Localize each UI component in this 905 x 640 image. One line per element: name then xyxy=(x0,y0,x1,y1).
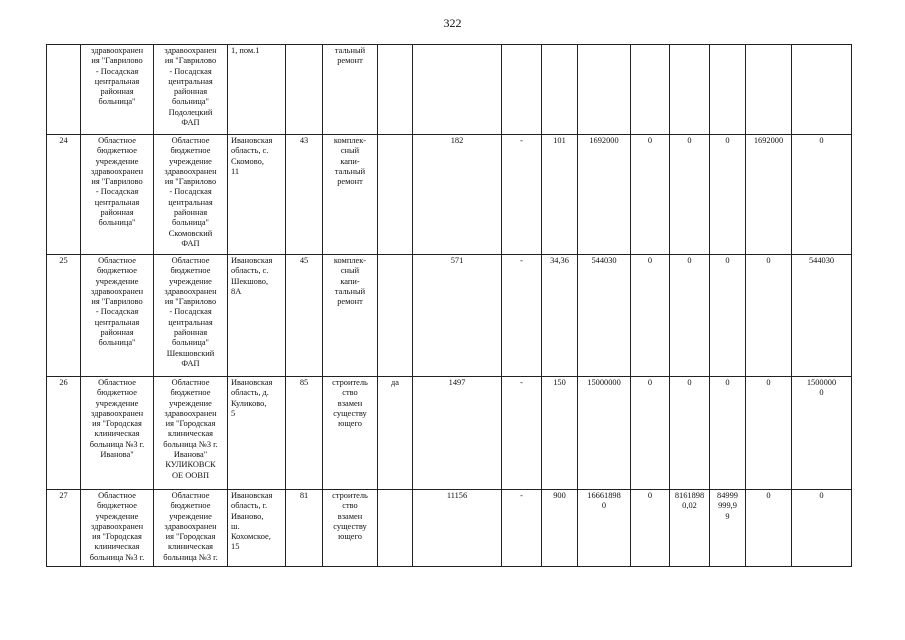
cell-cost-col-4: 0 xyxy=(746,377,792,490)
cell-work-type: строитель ство взамен существу ющего xyxy=(323,377,378,490)
cell-row-number: 24 xyxy=(47,135,81,255)
cell-address: Ивановская область, г. Иваново, ш. Кохомское, 15 xyxy=(228,490,286,567)
cell-address: Ивановская область, с. Скомово, 11 xyxy=(228,135,286,255)
cell-work-type: комплек- сный капи- тальный ремонт xyxy=(323,255,378,377)
cell-value-a: 150 xyxy=(542,377,578,490)
cell-address: Ивановская область, с. Шекшово, 8А xyxy=(228,255,286,377)
cell-facility-name: Областное бюджетное учреждение здравоохранен ия "Гаврилово - Посадская центральная районная больница" Скомовский ФАП xyxy=(154,135,228,255)
cell-cost-col-5: 544030 xyxy=(792,255,852,377)
cell-cost-col-5: 0 xyxy=(792,490,852,567)
cell-total-cost xyxy=(578,45,631,135)
cell-area: 85 xyxy=(286,377,323,490)
cell-capacity: 182 xyxy=(413,135,502,255)
cell-row-number: 26 xyxy=(47,377,81,490)
cell-cost-col-5: 1500000 0 xyxy=(792,377,852,490)
cell-cost-col-3: 0 xyxy=(710,377,746,490)
cell-cost-col-1: 0 xyxy=(631,377,670,490)
cell-cost-col-4: 1692000 xyxy=(746,135,792,255)
cell-work-type: тальный ремонт xyxy=(323,45,378,135)
cell-work-type: строитель ство взамен существу ющего xyxy=(323,490,378,567)
cell-work-type: комплек- сный капи- тальный ремонт xyxy=(323,135,378,255)
cell-area xyxy=(286,45,323,135)
cell-dash: - xyxy=(502,377,542,490)
cell-institution-name: здравоохранен ия "Гаврилово - Посадская центральная районная больница" xyxy=(81,45,154,135)
cell-total-cost: 1692000 xyxy=(578,135,631,255)
cell-cost-col-2: 0 xyxy=(670,135,710,255)
cell-row-number xyxy=(47,45,81,135)
table-row xyxy=(47,255,852,377)
cell-dash: - xyxy=(502,255,542,377)
cell-replacement-flag: да xyxy=(378,377,413,490)
table-row xyxy=(47,490,852,567)
cell-cost-col-5 xyxy=(792,45,852,135)
cell-cost-col-4: 0 xyxy=(746,255,792,377)
cell-replacement-flag xyxy=(378,255,413,377)
cell-dash: - xyxy=(502,490,542,567)
cell-cost-col-1: 0 xyxy=(631,135,670,255)
cell-value-a: 900 xyxy=(542,490,578,567)
cell-cost-col-4: 0 xyxy=(746,490,792,567)
cell-capacity: 1497 xyxy=(413,377,502,490)
cell-value-a: 101 xyxy=(542,135,578,255)
cell-cost-col-2: 0 xyxy=(670,377,710,490)
cell-cost-col-2: 0 xyxy=(670,255,710,377)
page-number: 322 xyxy=(443,16,462,30)
cell-institution-name: Областное бюджетное учреждение здравоохранен ия "Гаврилово - Посадская центральная районная больница" xyxy=(81,255,154,377)
cell-facility-name: здравоохранен ия "Гаврилово - Посадская центральная районная больница" Подолецкий ФАП xyxy=(154,45,228,135)
cell-address: 1, пом.1 xyxy=(228,45,286,135)
cell-institution-name: Областное бюджетное учреждение здравоохранен ия "Городская клиническая больница №3 г. xyxy=(81,490,154,567)
cell-address: Ивановская область, д. Куликово, 5 xyxy=(228,377,286,490)
cell-cost-col-3: 0 xyxy=(710,255,746,377)
cell-replacement-flag xyxy=(378,490,413,567)
table-row xyxy=(47,377,852,490)
cell-cost-col-3: 84999 999,9 9 xyxy=(710,490,746,567)
cell-cost-col-2 xyxy=(670,45,710,135)
cell-cost-col-4 xyxy=(746,45,792,135)
cell-dash xyxy=(502,45,542,135)
cell-area: 43 xyxy=(286,135,323,255)
cell-replacement-flag xyxy=(378,45,413,135)
cell-area: 45 xyxy=(286,255,323,377)
cell-cost-col-3 xyxy=(710,45,746,135)
cell-row-number: 25 xyxy=(47,255,81,377)
cell-facility-name: Областное бюджетное учреждение здравоохранен ия "Гаврилово - Посадская центральная районная больница" Шекшовский ФАП xyxy=(154,255,228,377)
cell-replacement-flag xyxy=(378,135,413,255)
cell-cost-col-1 xyxy=(631,45,670,135)
cell-total-cost: 544030 xyxy=(578,255,631,377)
cell-cost-col-1: 0 xyxy=(631,255,670,377)
cell-facility-name: Областное бюджетное учреждение здравоохранен ия "Городская клиническая больница №3 г. xyxy=(154,490,228,567)
cell-institution-name: Областное бюджетное учреждение здравоохранен ия "Городская клиническая больница №3 г. Иванова" xyxy=(81,377,154,490)
cell-institution-name: Областное бюджетное учреждение здравоохранен ия "Гаврилово - Посадская центральная районная больница" xyxy=(81,135,154,255)
cell-capacity xyxy=(413,45,502,135)
cell-row-number: 27 xyxy=(47,490,81,567)
table-row xyxy=(47,45,852,135)
cell-facility-name: Областное бюджетное учреждение здравоохранен ия "Городская клиническая больница №3 г. Иванова" КУЛИКОВСК ОЕ ООВП xyxy=(154,377,228,490)
cell-value-a: 34,36 xyxy=(542,255,578,377)
cell-capacity: 571 xyxy=(413,255,502,377)
cell-total-cost: 15000000 xyxy=(578,377,631,490)
cell-cost-col-5: 0 xyxy=(792,135,852,255)
data-table xyxy=(46,44,852,567)
cell-area: 81 xyxy=(286,490,323,567)
cell-cost-col-1: 0 xyxy=(631,490,670,567)
cell-capacity: 11156 xyxy=(413,490,502,567)
table-row xyxy=(47,135,852,255)
cell-total-cost: 16661898 0 xyxy=(578,490,631,567)
cell-dash: - xyxy=(502,135,542,255)
cell-cost-col-3: 0 xyxy=(710,135,746,255)
cell-value-a xyxy=(542,45,578,135)
cell-cost-col-2: 8161898 0,02 xyxy=(670,490,710,567)
